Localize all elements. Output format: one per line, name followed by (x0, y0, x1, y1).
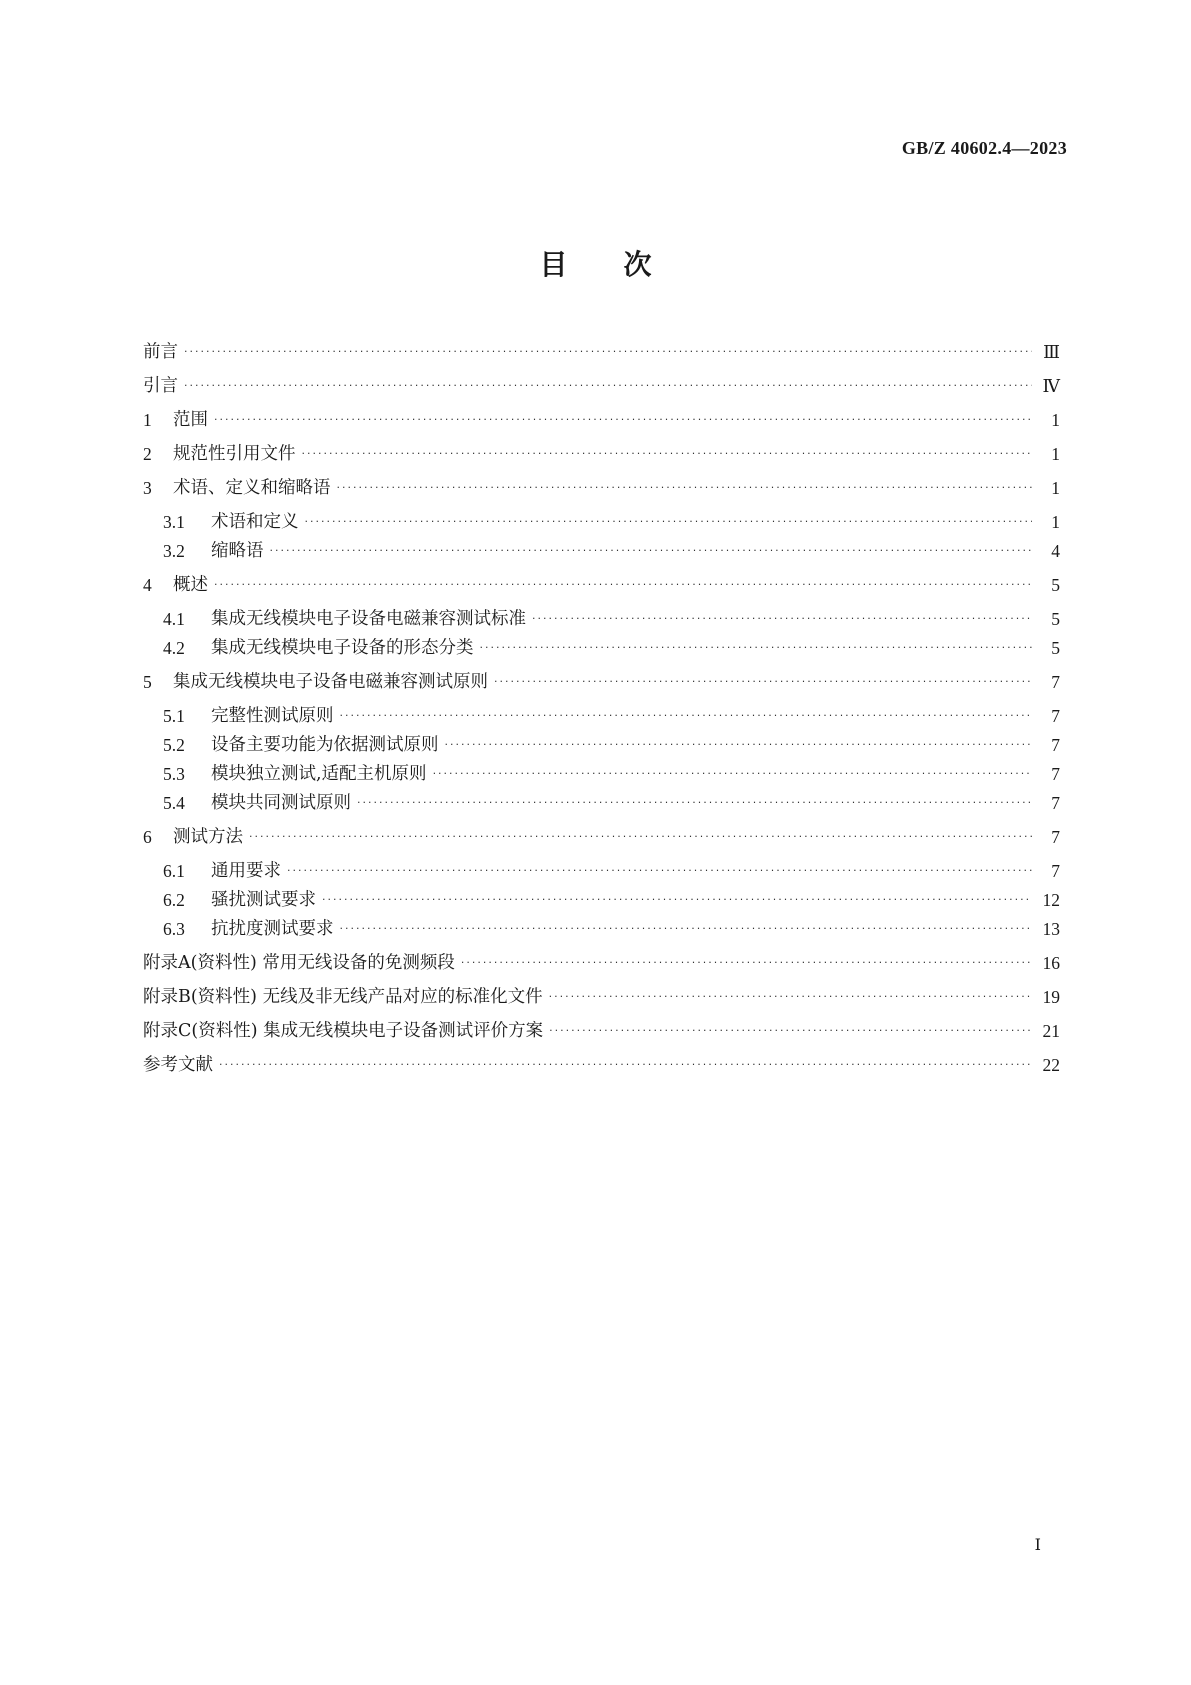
toc-entry-label: 集成无线模块电子设备电磁兼容测试原则 (173, 672, 488, 692)
toc-leader-dots (219, 1058, 1032, 1072)
toc-leader-dots (305, 515, 1033, 529)
toc-leader-dots (184, 345, 1032, 359)
toc-entry[interactable] (163, 503, 1060, 533)
toc-entry-label: 设备主要功能为依据测试原则 (211, 735, 439, 755)
toc-entry-label: 附录A(资料性) 常用无线设备的免测频段 (143, 953, 455, 973)
toc-entry[interactable] (143, 435, 1060, 465)
toc-entry-page: 22 (1042, 1055, 1060, 1075)
toc-entry-page: 19 (1042, 987, 1060, 1007)
toc-entry[interactable] (163, 726, 1060, 756)
toc-entry-label: 完整性测试原则 (211, 706, 334, 726)
toc-leader-dots (549, 1024, 1032, 1038)
toc-entry-number: 3 (143, 478, 152, 498)
toc-entry-page: 7 (1051, 827, 1060, 847)
toc-entry-label: 前言 (143, 342, 178, 362)
toc-entry[interactable] (163, 881, 1060, 911)
toc-leader-dots (433, 767, 1032, 781)
toc-entry-page: 1 (1051, 444, 1060, 464)
toc-leader-dots (340, 922, 1033, 936)
page-title: 目次 (539, 248, 708, 281)
toc-entry-page: 7 (1051, 793, 1060, 813)
toc-leader-dots (184, 379, 1032, 393)
toc-entry-number: 2 (143, 444, 152, 464)
toc-entry-page: Ⅲ (1043, 342, 1060, 362)
toc-entry[interactable] (163, 532, 1060, 562)
toc-entry-label: 模块独立测试,适配主机原则 (211, 764, 427, 784)
toc-leader-dots (214, 578, 1032, 592)
toc-leader-dots (532, 612, 1032, 626)
toc-leader-dots (214, 413, 1032, 427)
toc-leader-dots (249, 830, 1032, 844)
toc-entry[interactable] (163, 697, 1060, 727)
toc-entry[interactable] (143, 367, 1060, 397)
toc-entry-page: 16 (1042, 953, 1060, 973)
toc-entry[interactable] (163, 910, 1060, 940)
standard-code: GB/Z 40602.4—2023 (901, 138, 1067, 158)
toc-entry[interactable] (143, 333, 1060, 363)
toc-entry-page: 1 (1051, 410, 1060, 430)
toc-entry-label: 缩略语 (211, 541, 264, 561)
toc-entry-number: 5.3 (163, 764, 185, 784)
toc-entry-label: 概述 (173, 575, 208, 595)
toc-entry-label: 模块共同测试原则 (211, 793, 351, 813)
toc-leader-dots (357, 796, 1032, 810)
toc-entry-number: 5.1 (163, 706, 185, 726)
toc-leader-dots (302, 447, 1033, 461)
toc-entry[interactable] (143, 469, 1060, 499)
toc-entry-label: 骚扰测试要求 (211, 890, 316, 910)
toc-entry-label: 规范性引用文件 (173, 444, 296, 464)
toc-entry-page: 5 (1051, 609, 1060, 629)
toc-entry-page: 5 (1051, 638, 1060, 658)
toc-entry-page: 7 (1051, 735, 1060, 755)
toc-leader-dots (461, 956, 1032, 970)
toc-entry-page: 7 (1051, 861, 1060, 881)
toc-entry-label: 通用要求 (211, 861, 281, 881)
toc-entry-number: 6.3 (163, 919, 185, 939)
toc-entry-page: 5 (1051, 575, 1060, 595)
toc-entry-number: 4.1 (163, 609, 185, 629)
toc-entry-page: 12 (1042, 890, 1060, 910)
toc-entry-label: 参考文献 (143, 1055, 213, 1075)
toc-entry[interactable] (143, 818, 1060, 848)
toc-leader-dots (287, 864, 1032, 878)
toc-entry[interactable] (163, 852, 1060, 882)
toc-entry[interactable] (163, 755, 1060, 785)
toc-leader-dots (445, 738, 1033, 752)
toc-leader-dots (337, 481, 1033, 495)
toc-leader-dots (480, 641, 1033, 655)
toc-entry-page: 7 (1051, 706, 1060, 726)
toc-entry-page: 1 (1051, 512, 1060, 532)
toc-entry-number: 5 (143, 672, 152, 692)
toc-entry-label: 引言 (143, 376, 178, 396)
toc-entry-number: 6 (143, 827, 152, 847)
toc-entry-label: 术语和定义 (211, 512, 299, 532)
toc-entry-label: 测试方法 (173, 827, 243, 847)
toc-leader-dots (494, 675, 1032, 689)
toc-entry-number: 4 (143, 575, 152, 595)
toc-entry-label: 范围 (173, 410, 208, 430)
toc-leader-dots (549, 990, 1032, 1004)
toc-entry-page: 13 (1042, 919, 1060, 939)
toc-entry-label: 附录B(资料性) 无线及非无线产品对应的标准化文件 (143, 987, 543, 1007)
toc-entry-label: 附录C(资料性) 集成无线模块电子设备测试评价方案 (143, 1021, 544, 1041)
toc-entry[interactable] (163, 629, 1060, 659)
toc-entry-page: 7 (1051, 764, 1060, 784)
toc-entry[interactable] (163, 600, 1060, 630)
toc-leader-dots (270, 544, 1033, 558)
toc-entry-number: 4.2 (163, 638, 185, 658)
toc-entry-label: 抗扰度测试要求 (211, 919, 334, 939)
toc-entry[interactable] (143, 944, 1060, 974)
toc-entry-number: 6.1 (163, 861, 185, 881)
toc-entry-number: 1 (143, 410, 152, 430)
toc-entry-page: 7 (1051, 672, 1060, 692)
toc-entry-page: 4 (1051, 541, 1060, 561)
toc-entry[interactable] (143, 401, 1060, 431)
toc-entry[interactable] (143, 978, 1060, 1008)
toc-entry-page: 1 (1051, 478, 1060, 498)
toc-entry-label: 集成无线模块电子设备电磁兼容测试标准 (211, 609, 526, 629)
toc-entry-number: 3.1 (163, 512, 185, 532)
toc-entry[interactable] (143, 566, 1060, 596)
toc-entry-number: 6.2 (163, 890, 185, 910)
toc-entry[interactable] (143, 1012, 1060, 1042)
toc-entry-label: 集成无线模块电子设备的形态分类 (211, 638, 474, 658)
toc-entry-label: 术语、定义和缩略语 (173, 478, 331, 498)
toc-entry-number: 5.4 (163, 793, 185, 813)
toc-entry-page: Ⅳ (1042, 376, 1060, 396)
toc-entry-number: 3.2 (163, 541, 185, 561)
toc-entry[interactable] (143, 663, 1060, 693)
page-number: Ⅰ (1034, 1537, 1041, 1554)
toc-entry[interactable] (143, 1046, 1060, 1076)
toc-entry[interactable] (163, 784, 1060, 814)
toc-entry-number: 5.2 (163, 735, 185, 755)
toc-entry-page: 21 (1042, 1021, 1060, 1041)
toc-leader-dots (322, 893, 1032, 907)
toc-leader-dots (340, 709, 1033, 723)
